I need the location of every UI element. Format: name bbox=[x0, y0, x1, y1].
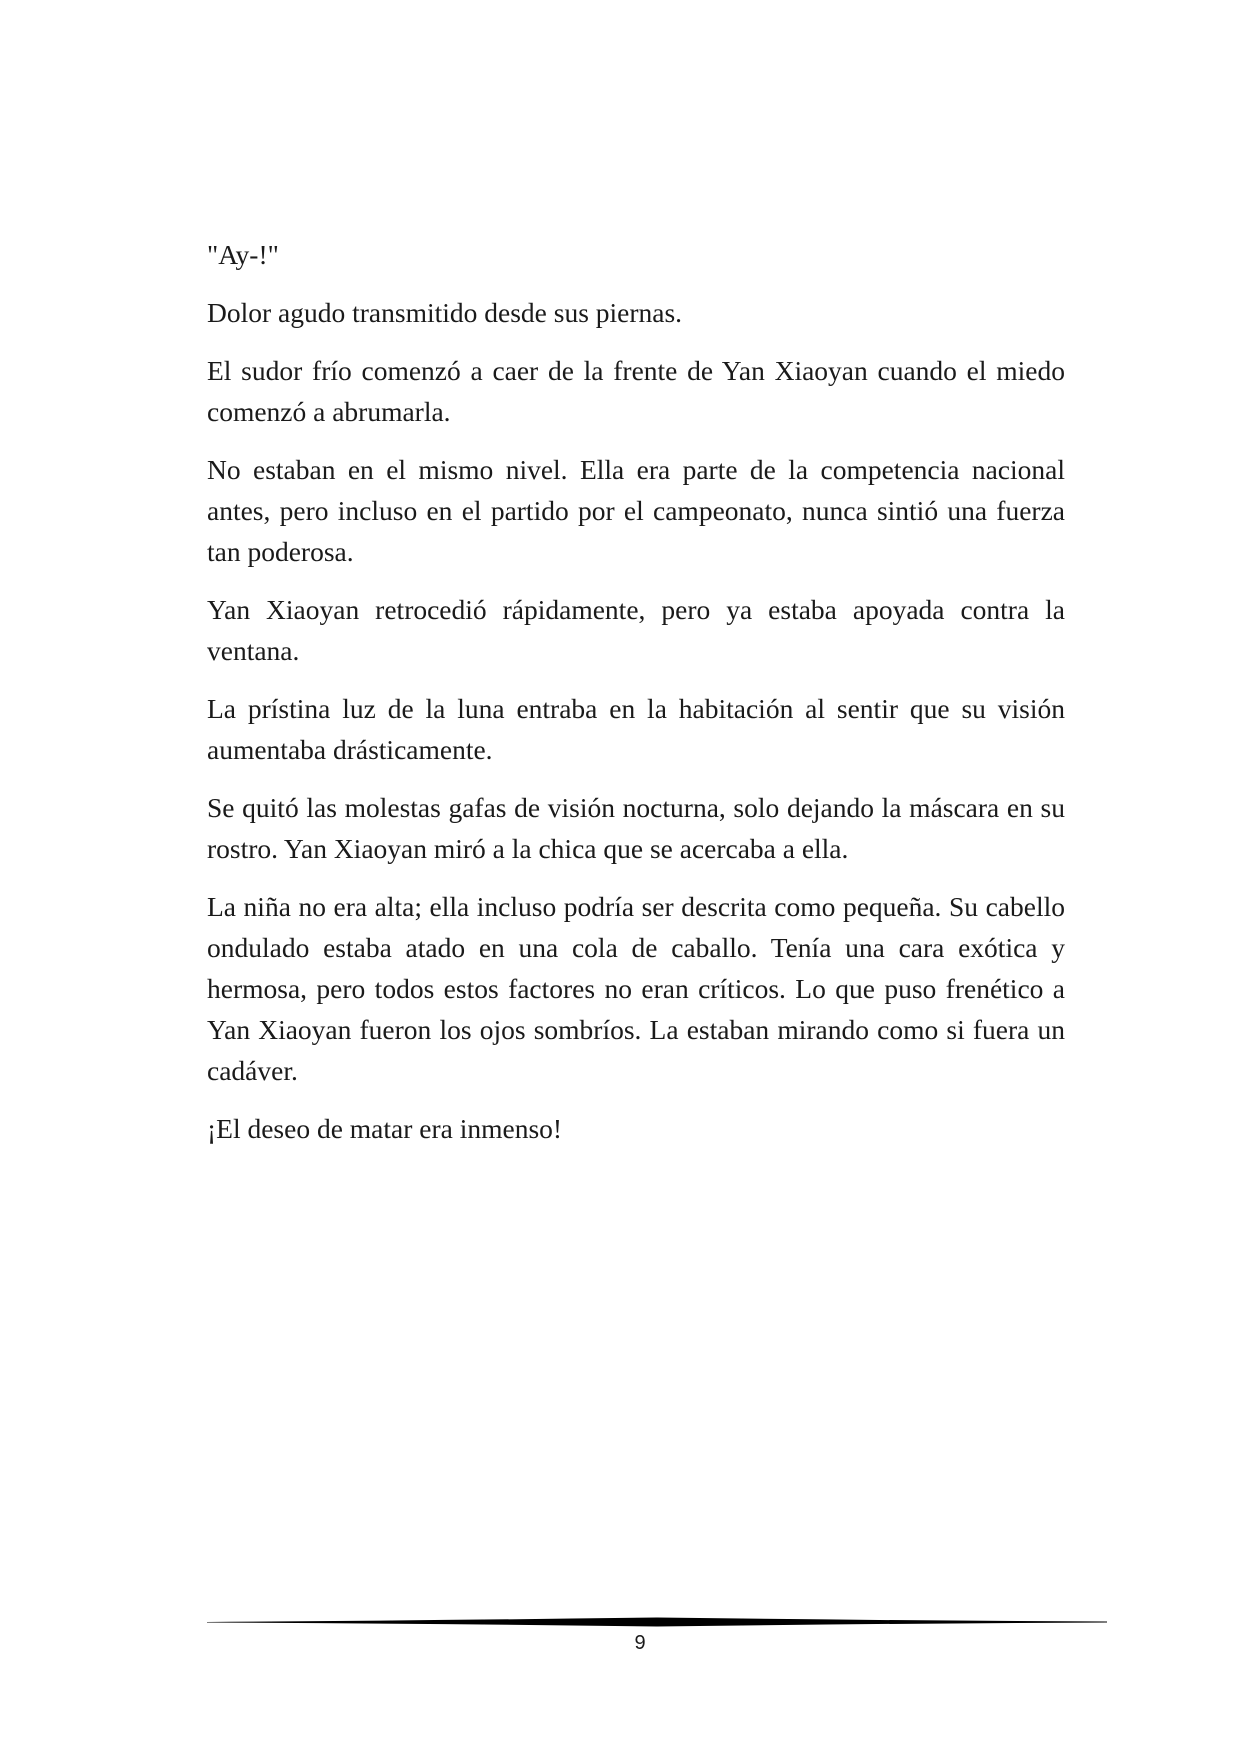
paragraph-3: El sudor frío comenzó a caer de la frente de Yan Xiaoyan cuando el miedo comenzó a abrumarla. bbox=[207, 355, 1065, 427]
paragraph-8: La niña no era alta; ella incluso podría ser descrita como pequeña. Su cabello ondulado estaba atado en una cola de caballo. Tenía una cara exótica y hermosa, pero todos estos factores no eran críticos. Lo que puso frenético a Yan Xiaoyan fueron los ojos sombríos. La estaban mirando como si fuera un cadáver. bbox=[207, 891, 1065, 1086]
paragraph-4: No estaban en el mismo nivel. Ella era parte de la competencia nacional antes, pero incluso en el partido por el campeonato, nunca sintió una fuerza tan poderosa. bbox=[207, 454, 1065, 567]
paragraph-2: Dolor agudo transmitido desde sus piernas. bbox=[207, 297, 683, 328]
paragraph-7: Se quitó las molestas gafas de visión nocturna, solo dejando la máscara en su rostro. Yan Xiaoyan miró a la chica que se acercaba a ella. bbox=[207, 792, 1065, 864]
page-number: 9 bbox=[634, 1632, 646, 1654]
paragraph-1: "Ay-!" bbox=[207, 239, 279, 270]
body-text bbox=[207, 234, 1065, 1166]
footer-divider bbox=[207, 1614, 1107, 1630]
paragraph-5: Yan Xiaoyan retrocedió rápidamente, pero ya estaba apoyada contra la ventana. bbox=[207, 594, 1065, 666]
paragraph-6: La prístina luz de la luna entraba en la habitación al sentir que su visión aumentaba drásticamente. bbox=[207, 693, 1065, 765]
paragraph-9: ¡El deseo de matar era inmenso! bbox=[207, 1113, 563, 1144]
